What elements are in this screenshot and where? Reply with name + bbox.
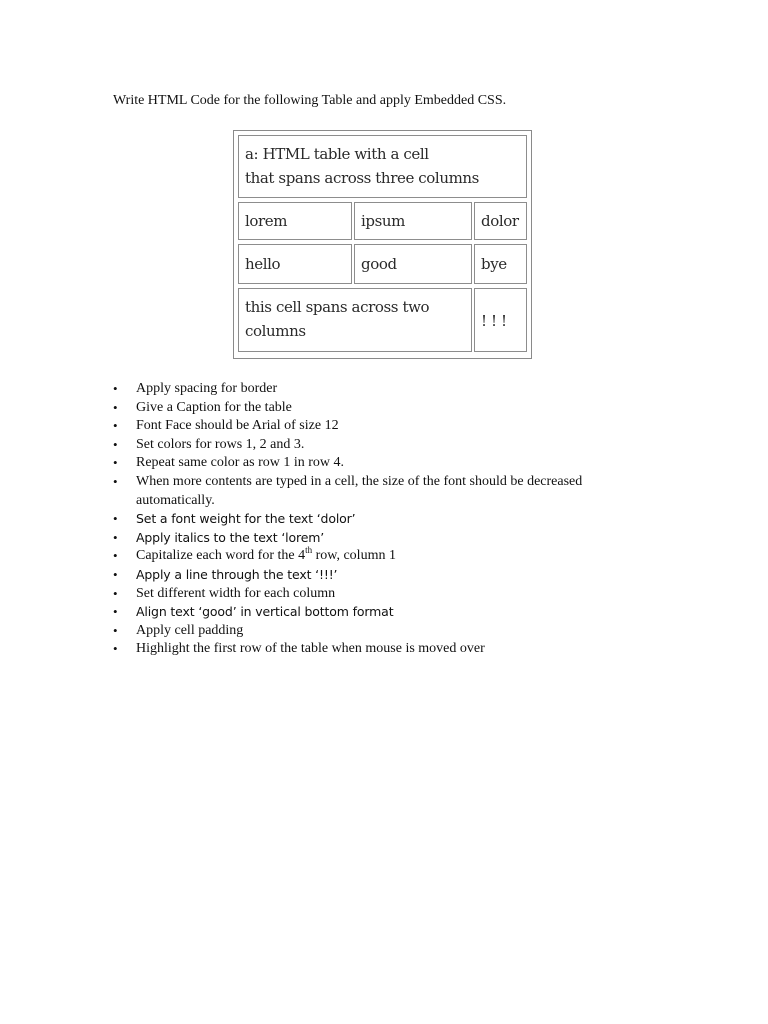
bullet-icon: • xyxy=(113,455,118,471)
bullet-icon: • xyxy=(113,529,118,545)
bullet-icon: • xyxy=(113,641,118,657)
bullet-icon: • xyxy=(113,381,118,396)
task-list xyxy=(113,380,633,659)
span-cell-line-1: this cell spans across two xyxy=(245,298,430,316)
task-item: • Apply italics to the text ‘lorem’ xyxy=(113,529,633,548)
table-cell-hello: hello xyxy=(238,244,352,284)
task-item: • Font Face should be Arial of size 12 xyxy=(113,417,633,436)
task-item: • Set a font weight for the text ‘dolor’ xyxy=(113,510,633,529)
task-item: • Set colors for rows 1, 2 and 3. xyxy=(113,436,633,455)
table-cell-good: good xyxy=(354,244,472,284)
bullet-icon: • xyxy=(113,566,118,582)
bullet-icon: • xyxy=(113,622,118,638)
intro-text: Write HTML Code for the following Table and apply Embedded CSS. xyxy=(113,93,507,108)
task-item: • Apply a line through the text ‘!!!’ xyxy=(113,566,633,585)
caption-line-1: a: HTML table with a cell xyxy=(245,145,429,163)
table-caption-cell xyxy=(238,135,527,198)
span-cell-line-2: columns xyxy=(245,322,306,340)
task-item: • Set different width for each column xyxy=(113,585,633,604)
task-item: • Repeat same color as row 1 in row 4. xyxy=(113,454,633,473)
bullet-icon: • xyxy=(113,399,118,415)
task-item: • Apply cell padding xyxy=(113,622,633,641)
bullet-icon: • xyxy=(113,585,118,601)
bullet-icon: • xyxy=(113,418,118,434)
task-item: • Give a Caption for the table xyxy=(113,399,633,418)
bullet-icon: • xyxy=(113,548,118,564)
ordinal-suffix: th xyxy=(305,545,313,556)
table-cell-dolor: dolor xyxy=(474,202,527,240)
table-cell-bye: bye xyxy=(474,244,527,284)
table-cell-span-two xyxy=(238,288,472,352)
bullet-icon: • xyxy=(113,436,118,452)
caption-line-2: that spans across three columns xyxy=(245,169,479,187)
table-cell-ipsum: ipsum xyxy=(354,202,472,240)
table-cell-lorem: lorem xyxy=(238,202,352,240)
task-item: • Align text ‘good’ in vertical bottom format xyxy=(113,603,633,622)
table-cell-exclamations: ! ! ! xyxy=(474,288,527,352)
task-item: • Capitalize each word for the 4th row, column 1 xyxy=(113,547,633,566)
bullet-icon: • xyxy=(113,473,118,489)
task-item: • When more contents are typed in a cell, the size of the font should be decreased automatically. xyxy=(113,473,583,508)
task-item: • Highlight the first row of the table when mouse is moved over xyxy=(113,640,633,659)
bullet-icon: • xyxy=(113,604,118,620)
task-item: • Apply spacing for border xyxy=(113,380,633,399)
example-table-image xyxy=(233,130,532,359)
bullet-icon: • xyxy=(113,511,118,527)
